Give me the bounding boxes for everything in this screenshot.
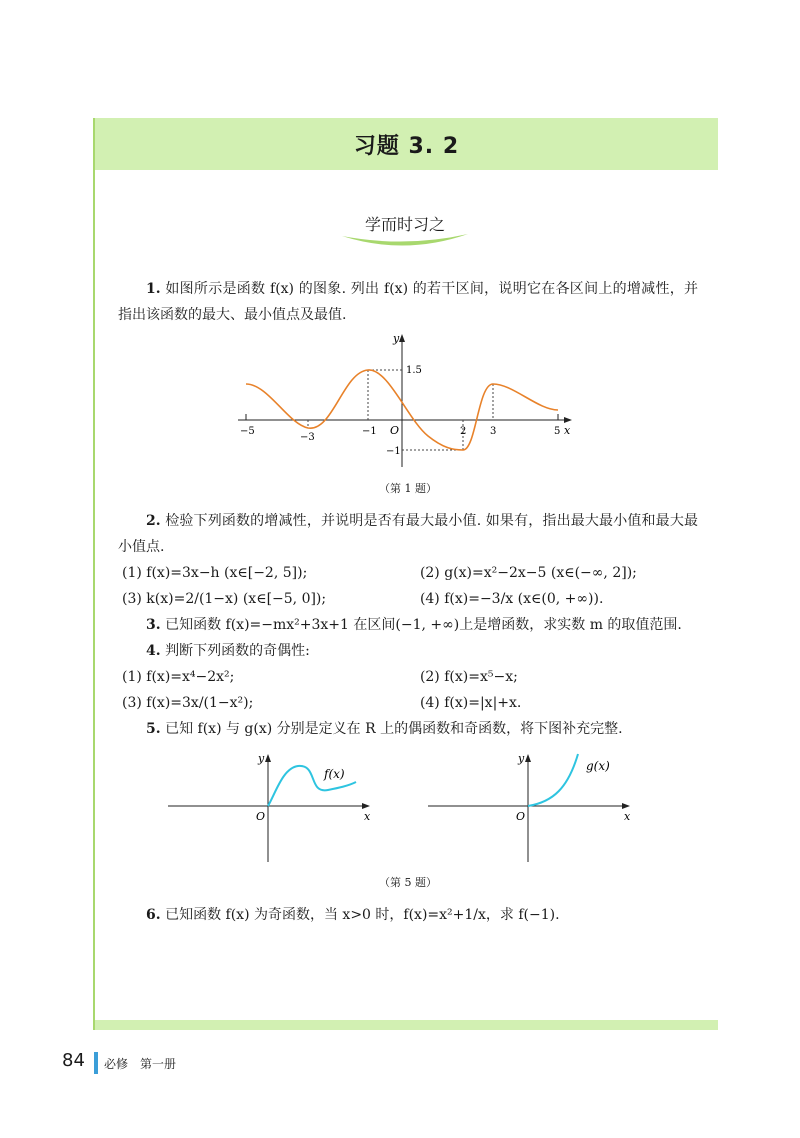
- problem-text: 已知函数 f(x) 为奇函数，当 x>0 时，f(x)=x²+1/x，求 f(−1).: [165, 907, 560, 923]
- x-axis-label: x: [564, 424, 571, 437]
- problem-2-item-3: (3) k(x)=2/(1−x) (x∈[−5, 0]);: [122, 591, 327, 607]
- x-tick-neg5: −5: [240, 426, 255, 437]
- problem-6: [118, 902, 698, 928]
- x-tick-5: 5: [554, 426, 561, 437]
- problem-5: [118, 716, 698, 742]
- problem-number: 1.: [146, 281, 161, 297]
- problem-list: [118, 276, 698, 928]
- problem-2-item-4: (4) f(x)=−3/x (x∈(0, +∞)).: [419, 591, 604, 607]
- y-axis-label: y: [393, 332, 400, 345]
- problem-3: [118, 612, 698, 638]
- figure-5-graphs: [118, 748, 698, 866]
- figure-5-right-graph: [428, 748, 638, 866]
- x-tick-neg1: −1: [362, 426, 377, 437]
- problem-text: 如图所示是函数 f(x) 的图象. 列出 f(x) 的若干区间，说明它在各区间上的增减性，并指出该函数的最大、最小值点及最值.: [118, 281, 699, 323]
- problem-text: 判断下列函数的奇偶性:: [165, 643, 310, 659]
- problem-4-row-1: [118, 664, 698, 690]
- problem-2-item-1: (1) f(x)=3x−h (x∈[−2, 5]);: [122, 565, 308, 581]
- figure-1-graph: [238, 332, 578, 472]
- figure-5-left-graph: [168, 748, 378, 866]
- x-tick-neg3: −3: [300, 432, 315, 443]
- page-number: 84: [62, 1050, 85, 1071]
- x-axis-label: x: [624, 810, 631, 823]
- y-axis-label: y: [258, 752, 265, 765]
- problem-4: [118, 638, 698, 664]
- bottom-band: [95, 1020, 718, 1030]
- frame-left-border: [93, 118, 95, 1030]
- x-axis-label: x: [364, 810, 371, 823]
- problem-1: [118, 276, 698, 328]
- problem-4-item-2: (2) f(x)=x⁵−x;: [419, 669, 518, 685]
- y-axis-label: y: [518, 752, 525, 765]
- section-heading: [340, 212, 470, 248]
- page-number-bar: [94, 1052, 98, 1074]
- exercise-title: 习题 3. 2: [353, 133, 460, 159]
- problem-text: 已知函数 f(x)=−mx²+3x+1 在区间(−1, +∞)上是增函数，求实数 m 的取值范围.: [165, 617, 682, 633]
- problem-4-item-4: (4) f(x)=|x|+x.: [419, 695, 522, 711]
- problem-4-item-3: (3) f(x)=3x/(1−x²);: [122, 695, 254, 711]
- x-tick-2: 2: [460, 426, 467, 437]
- problem-text: 已知 f(x) 与 g(x) 分别是定义在 R 上的偶函数和奇函数，将下图补充完整.: [165, 721, 623, 737]
- origin-label: O: [256, 810, 266, 823]
- f-label: f(x): [324, 767, 345, 781]
- origin-label: O: [516, 810, 526, 823]
- figure-5-caption: （第 5 题）: [379, 876, 437, 889]
- problem-2: [118, 508, 698, 560]
- problem-number: 4.: [146, 643, 161, 659]
- figure-1-caption: （第 1 题）: [379, 482, 437, 495]
- origin-label: O: [390, 424, 400, 437]
- g-curve: [528, 754, 578, 806]
- g-label: g(x): [586, 759, 610, 773]
- problem-4-row-2: [118, 690, 698, 716]
- book-title: 必修 第一册: [104, 1057, 177, 1071]
- problem-number: 5.: [146, 721, 161, 737]
- problem-2-row-1: [118, 560, 698, 586]
- header-band: [95, 118, 718, 170]
- x-tick-3: 3: [490, 426, 497, 437]
- problem-number: 6.: [146, 907, 161, 923]
- problem-number: 3.: [146, 617, 161, 633]
- problem-4-item-1: (1) f(x)=x⁴−2x²;: [122, 669, 235, 685]
- problem-number: 2.: [146, 513, 161, 529]
- problem-text: 检验下列函数的增减性，并说明是否有最大最小值. 如果有，指出最大最小值和最大最小值点.: [118, 513, 698, 555]
- problem-2-row-2: [118, 586, 698, 612]
- y-tick-neg1: −1: [386, 446, 401, 457]
- y-tick-1-5: 1.5: [406, 365, 422, 376]
- section-title: 学而时习之: [364, 215, 445, 234]
- problem-2-item-2: (2) g(x)=x²−2x−5 (x∈(−∞, 2]);: [419, 565, 637, 581]
